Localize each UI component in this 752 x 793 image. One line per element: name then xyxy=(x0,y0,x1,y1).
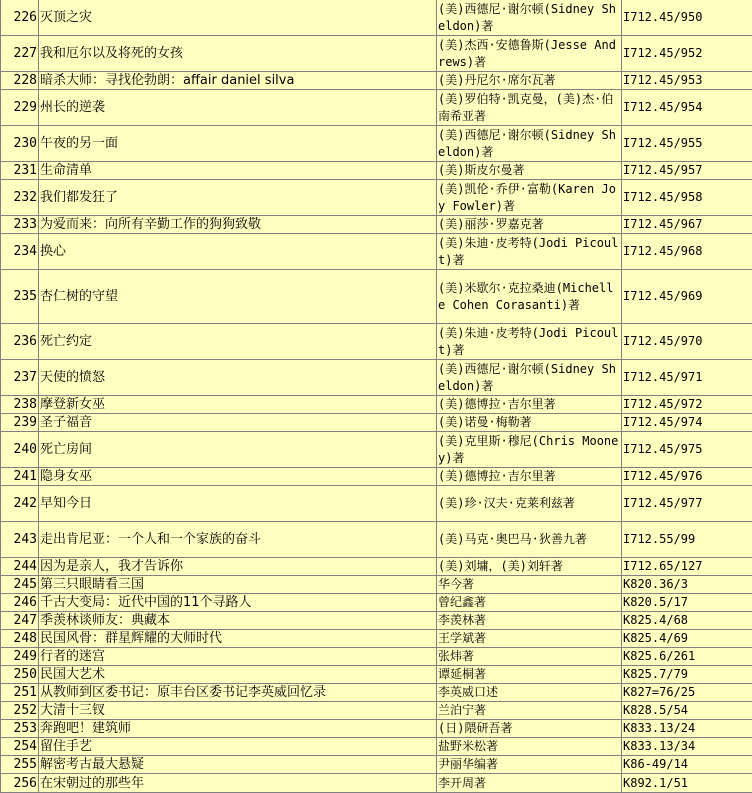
row-number: 242 xyxy=(1,486,39,522)
book-author: (美)珍·汉夫·克莱利兹著 xyxy=(437,486,622,522)
row-number: 254 xyxy=(1,738,39,756)
book-title: 隐身女巫 xyxy=(39,468,437,486)
row-number: 240 xyxy=(1,432,39,468)
call-number: K892.1/51 xyxy=(622,774,752,793)
call-number: K828.5/54 xyxy=(622,702,752,720)
book-author: (美)朱迪·皮考特(Jodi Picoult)著 xyxy=(437,234,622,270)
call-number: I712.45/975 xyxy=(622,432,752,468)
book-title: 我们都发狂了 xyxy=(39,180,437,216)
book-title: 早知今日 xyxy=(39,486,437,522)
row-number: 256 xyxy=(1,774,39,793)
book-author: 盐野米松著 xyxy=(437,738,622,756)
table-row xyxy=(1,738,752,756)
book-author: (美)罗伯特·凯克曼，(美)杰·伯南希亚著 xyxy=(437,90,622,126)
row-number: 227 xyxy=(1,36,39,72)
row-number: 253 xyxy=(1,720,39,738)
table-row xyxy=(1,270,752,324)
call-number: I712.45/969 xyxy=(622,270,752,324)
call-number: I712.45/967 xyxy=(622,216,752,234)
book-title: 圣子福音 xyxy=(39,414,437,432)
book-author: (美)西德尼·谢尔顿(Sidney Sheldon)著 xyxy=(437,0,622,36)
call-number: I712.45/953 xyxy=(622,72,752,90)
table-row xyxy=(1,324,752,360)
book-title: 州长的逆袭 xyxy=(39,90,437,126)
table-row xyxy=(1,162,752,180)
call-number: I712.45/958 xyxy=(622,180,752,216)
book-title: 生命清单 xyxy=(39,162,437,180)
call-number: I712.45/955 xyxy=(622,126,752,162)
row-number: 231 xyxy=(1,162,39,180)
book-author: 兰泊宁著 xyxy=(437,702,622,720)
table-row xyxy=(1,126,752,162)
table-row xyxy=(1,0,752,36)
table-row xyxy=(1,522,752,558)
table-row xyxy=(1,594,752,612)
call-number: I712.45/950 xyxy=(622,0,752,36)
row-number: 252 xyxy=(1,702,39,720)
row-number: 238 xyxy=(1,396,39,414)
call-number: I712.45/957 xyxy=(622,162,752,180)
book-title: 在宋朝过的那些年 xyxy=(39,774,437,793)
row-number: 230 xyxy=(1,126,39,162)
book-title: 走出肯尼亚：一个人和一个家族的奋斗 xyxy=(39,522,437,558)
book-title: 换心 xyxy=(39,234,437,270)
call-number: I712.45/976 xyxy=(622,468,752,486)
row-number: 229 xyxy=(1,90,39,126)
book-title: 午夜的另一面 xyxy=(39,126,437,162)
table-row xyxy=(1,234,752,270)
book-author: (美)德博拉·吉尔里著 xyxy=(437,468,622,486)
call-number: I712.45/970 xyxy=(622,324,752,360)
call-number: I712.55/99 xyxy=(622,522,752,558)
book-title: 留住手艺 xyxy=(39,738,437,756)
book-title: 因为是亲人，我才告诉你 xyxy=(39,558,437,576)
table-row xyxy=(1,684,752,702)
row-number: 248 xyxy=(1,630,39,648)
book-title: 千古大变局：近代中国的11个寻路人 xyxy=(39,594,437,612)
book-title: 大清十三钗 xyxy=(39,702,437,720)
row-number: 251 xyxy=(1,684,39,702)
call-number: I712.45/974 xyxy=(622,414,752,432)
row-number: 244 xyxy=(1,558,39,576)
book-author: 曾纪鑫著 xyxy=(437,594,622,612)
table-row xyxy=(1,36,752,72)
book-title: 我和厄尔以及将死的女孩 xyxy=(39,36,437,72)
book-author: (美)斯皮尔曼著 xyxy=(437,162,622,180)
book-title: 解密考古最大悬疑 xyxy=(39,756,437,774)
table-row xyxy=(1,360,752,396)
book-author: (美)凯伦·乔伊·富勒(Karen Joy Fowler)著 xyxy=(437,180,622,216)
call-number: K86-49/14 xyxy=(622,756,752,774)
table-row xyxy=(1,756,752,774)
book-title: 死亡约定 xyxy=(39,324,437,360)
catalog-table-body xyxy=(1,0,752,793)
book-title: 死亡房间 xyxy=(39,432,437,468)
book-author: 李开周著 xyxy=(437,774,622,793)
table-row xyxy=(1,90,752,126)
book-title: 杏仁树的守望 xyxy=(39,270,437,324)
table-row xyxy=(1,720,752,738)
call-number: K833.13/34 xyxy=(622,738,752,756)
call-number: K825.6/261 xyxy=(622,648,752,666)
table-row xyxy=(1,612,752,630)
table-row xyxy=(1,216,752,234)
book-author: (日)隈研吾著 xyxy=(437,720,622,738)
book-author: (美)克里斯·穆尼(Chris Mooney)著 xyxy=(437,432,622,468)
call-number: K825.4/68 xyxy=(622,612,752,630)
book-author: (美)杰西·安德鲁斯(Jesse Andrews)著 xyxy=(437,36,622,72)
table-row xyxy=(1,702,752,720)
book-author: (美)刘墉，(美)刘轩著 xyxy=(437,558,622,576)
row-number: 234 xyxy=(1,234,39,270)
book-title: 行者的迷宫 xyxy=(39,648,437,666)
table-row xyxy=(1,648,752,666)
row-number: 241 xyxy=(1,468,39,486)
row-number: 239 xyxy=(1,414,39,432)
book-title: 摩登新女巫 xyxy=(39,396,437,414)
table-row xyxy=(1,630,752,648)
call-number: K820.36/3 xyxy=(622,576,752,594)
row-number: 232 xyxy=(1,180,39,216)
call-number: I712.45/972 xyxy=(622,396,752,414)
book-title: 奔跑吧！建筑师 xyxy=(39,720,437,738)
book-author: 王学斌著 xyxy=(437,630,622,648)
row-number: 228 xyxy=(1,72,39,90)
book-title: 天使的愤怒 xyxy=(39,360,437,396)
book-author: (美)诺曼·梅勒著 xyxy=(437,414,622,432)
book-title: 民国风骨：群星辉耀的大师时代 xyxy=(39,630,437,648)
book-author: 李英威口述 xyxy=(437,684,622,702)
table-row xyxy=(1,72,752,90)
row-number: 249 xyxy=(1,648,39,666)
book-title: 暗杀大师：寻找伦勃朗：affair daniel silva xyxy=(39,72,437,90)
book-title: 第三只眼睛看三国 xyxy=(39,576,437,594)
table-row xyxy=(1,180,752,216)
row-number: 233 xyxy=(1,216,39,234)
row-number: 255 xyxy=(1,756,39,774)
book-title: 为爱而来：向所有辛勤工作的狗狗致敬 xyxy=(39,216,437,234)
table-row xyxy=(1,432,752,468)
book-author: (美)西德尼·谢尔顿(Sidney Sheldon)著 xyxy=(437,126,622,162)
call-number: I712.45/977 xyxy=(622,486,752,522)
book-title: 季羡林谈师友：典藏本 xyxy=(39,612,437,630)
row-number: 245 xyxy=(1,576,39,594)
book-author: 李羡林著 xyxy=(437,612,622,630)
row-number: 226 xyxy=(1,0,39,36)
table-row xyxy=(1,774,752,793)
book-title: 民国大艺术 xyxy=(39,666,437,684)
book-author: (美)丽莎·罗嘉克著 xyxy=(437,216,622,234)
book-author: 尹丽华编著 xyxy=(437,756,622,774)
call-number: K833.13/24 xyxy=(622,720,752,738)
table-row xyxy=(1,666,752,684)
call-number: K820.5/17 xyxy=(622,594,752,612)
book-author: (美)马克·奥巴马·狄善九著 xyxy=(437,522,622,558)
book-title: 从教师到区委书记：原丰台区委书记李英威回忆录 xyxy=(39,684,437,702)
row-number: 235 xyxy=(1,270,39,324)
book-author: (美)丹尼尔·席尔瓦著 xyxy=(437,72,622,90)
table-row xyxy=(1,414,752,432)
row-number: 243 xyxy=(1,522,39,558)
call-number: I712.45/952 xyxy=(622,36,752,72)
book-title: 灭顶之灾 xyxy=(39,0,437,36)
book-author: (美)西德尼·谢尔顿(Sidney Sheldon)著 xyxy=(437,360,622,396)
book-author: (美)朱迪·皮考特(Jodi Picoult)著 xyxy=(437,324,622,360)
row-number: 247 xyxy=(1,612,39,630)
call-number: K825.7/79 xyxy=(622,666,752,684)
table-row xyxy=(1,558,752,576)
call-number: K827=76/25 xyxy=(622,684,752,702)
book-author: 华今著 xyxy=(437,576,622,594)
table-row xyxy=(1,486,752,522)
row-number: 237 xyxy=(1,360,39,396)
call-number: K825.4/69 xyxy=(622,630,752,648)
table-row xyxy=(1,396,752,414)
call-number: I712.45/954 xyxy=(622,90,752,126)
book-author: (美)德博拉·吉尔里著 xyxy=(437,396,622,414)
row-number: 236 xyxy=(1,324,39,360)
table-row xyxy=(1,468,752,486)
row-number: 250 xyxy=(1,666,39,684)
book-author: (美)米歇尔·克拉桑迪(Michelle Cohen Corasanti)著 xyxy=(437,270,622,324)
book-author: 张炜著 xyxy=(437,648,622,666)
call-number: I712.65/127 xyxy=(622,558,752,576)
book-author: 谭延桐著 xyxy=(437,666,622,684)
table-row xyxy=(1,576,752,594)
call-number: I712.45/968 xyxy=(622,234,752,270)
call-number: I712.45/971 xyxy=(622,360,752,396)
row-number: 246 xyxy=(1,594,39,612)
